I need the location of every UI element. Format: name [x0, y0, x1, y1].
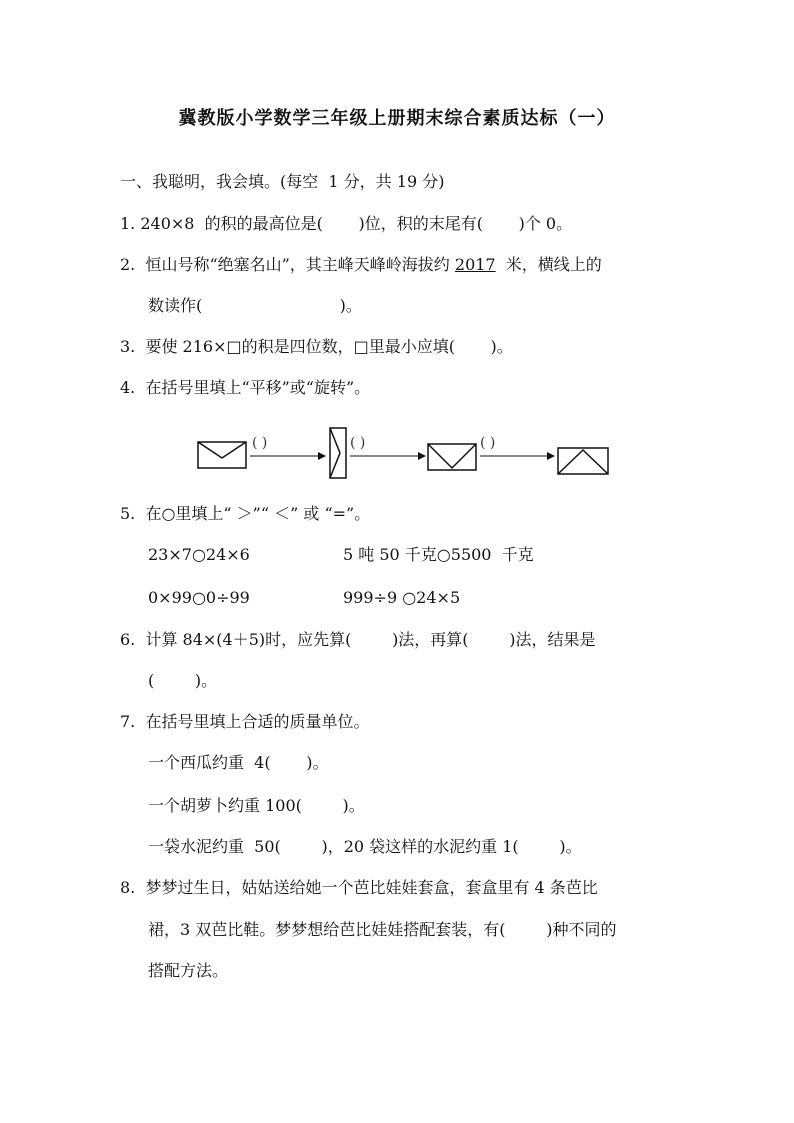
- question-7-item-1: 一个西瓜约重 4( )。: [148, 753, 329, 772]
- question-4: 4. 在括号里填上“平移”或“旋转”。: [120, 378, 371, 397]
- question-3: 3. 要使 216×□的积是四位数，□里最小应填( )。: [120, 337, 513, 356]
- question-7: 7. 在括号里填上合适的质量单位。: [120, 712, 370, 731]
- blank-parenthesis-1: ( ): [252, 435, 268, 451]
- question-5: 5. 在○里填上“ ＞”“ ＜” 或 “=”。: [120, 504, 371, 523]
- rotated-envelope-shape-icon: [330, 428, 346, 478]
- question-2-line-2: 数读作( )。: [148, 296, 362, 315]
- question-8-line-2: 裙，3 双芭比鞋。梦梦想给芭比娃娃搭配套装，有( )种不同的: [148, 920, 617, 939]
- comparison-3: 0×99○0÷99: [148, 588, 250, 607]
- question-2-text-b: 米，横线上的: [495, 255, 602, 274]
- question-1: 1. 240×8 的积的最高位是( )位，积的末尾有( )个 0。: [120, 214, 573, 233]
- envelope-inverted-v-shape-icon: [558, 448, 608, 474]
- question-6: 6. 计算 84×(4＋5)时，应先算( )法，再算( )法，结果是: [120, 630, 596, 649]
- question-6-line-2: ( )。: [148, 671, 218, 690]
- question-2-number: 2017: [454, 255, 496, 274]
- arrow-1-head: [318, 452, 326, 460]
- arrow-3-head: [547, 452, 555, 460]
- shape-transformation-diagram: [190, 420, 620, 482]
- question-7-item-3: 一袋水泥约重 50( )，20 袋这样的水泥约重 1( )。: [148, 837, 582, 856]
- page-title: 冀教版小学数学三年级上册期末综合素质达标（一）: [178, 108, 616, 129]
- section-heading: 一、我聪明，我会填。(每空 1 分，共 19 分): [120, 172, 445, 191]
- question-7-item-2: 一个胡萝卜约重 100( )。: [148, 796, 365, 815]
- blank-parenthesis-3: ( ): [480, 435, 496, 451]
- question-2-text-a: 2. 恒山号称“绝塞名山”，其主峰天峰岭海拔约: [120, 255, 455, 274]
- comparison-1: 23×7○24×6: [148, 545, 250, 564]
- blank-parenthesis-2: ( ): [350, 435, 366, 451]
- question-8-line-3: 搭配方法。: [148, 961, 229, 980]
- envelope-shape-icon: [198, 442, 246, 468]
- envelope-v-shape-icon: [428, 444, 476, 470]
- comparison-4: 999÷9 ○24×5: [343, 588, 461, 607]
- question-2: [120, 255, 602, 275]
- arrow-2-head: [418, 452, 426, 460]
- comparison-2: 5 吨 50 千克○5500 千克: [343, 545, 534, 564]
- question-8: 8. 梦梦过生日，姑姑送给她一个芭比娃娃套盒，套盒里有 4 条芭比: [120, 878, 598, 897]
